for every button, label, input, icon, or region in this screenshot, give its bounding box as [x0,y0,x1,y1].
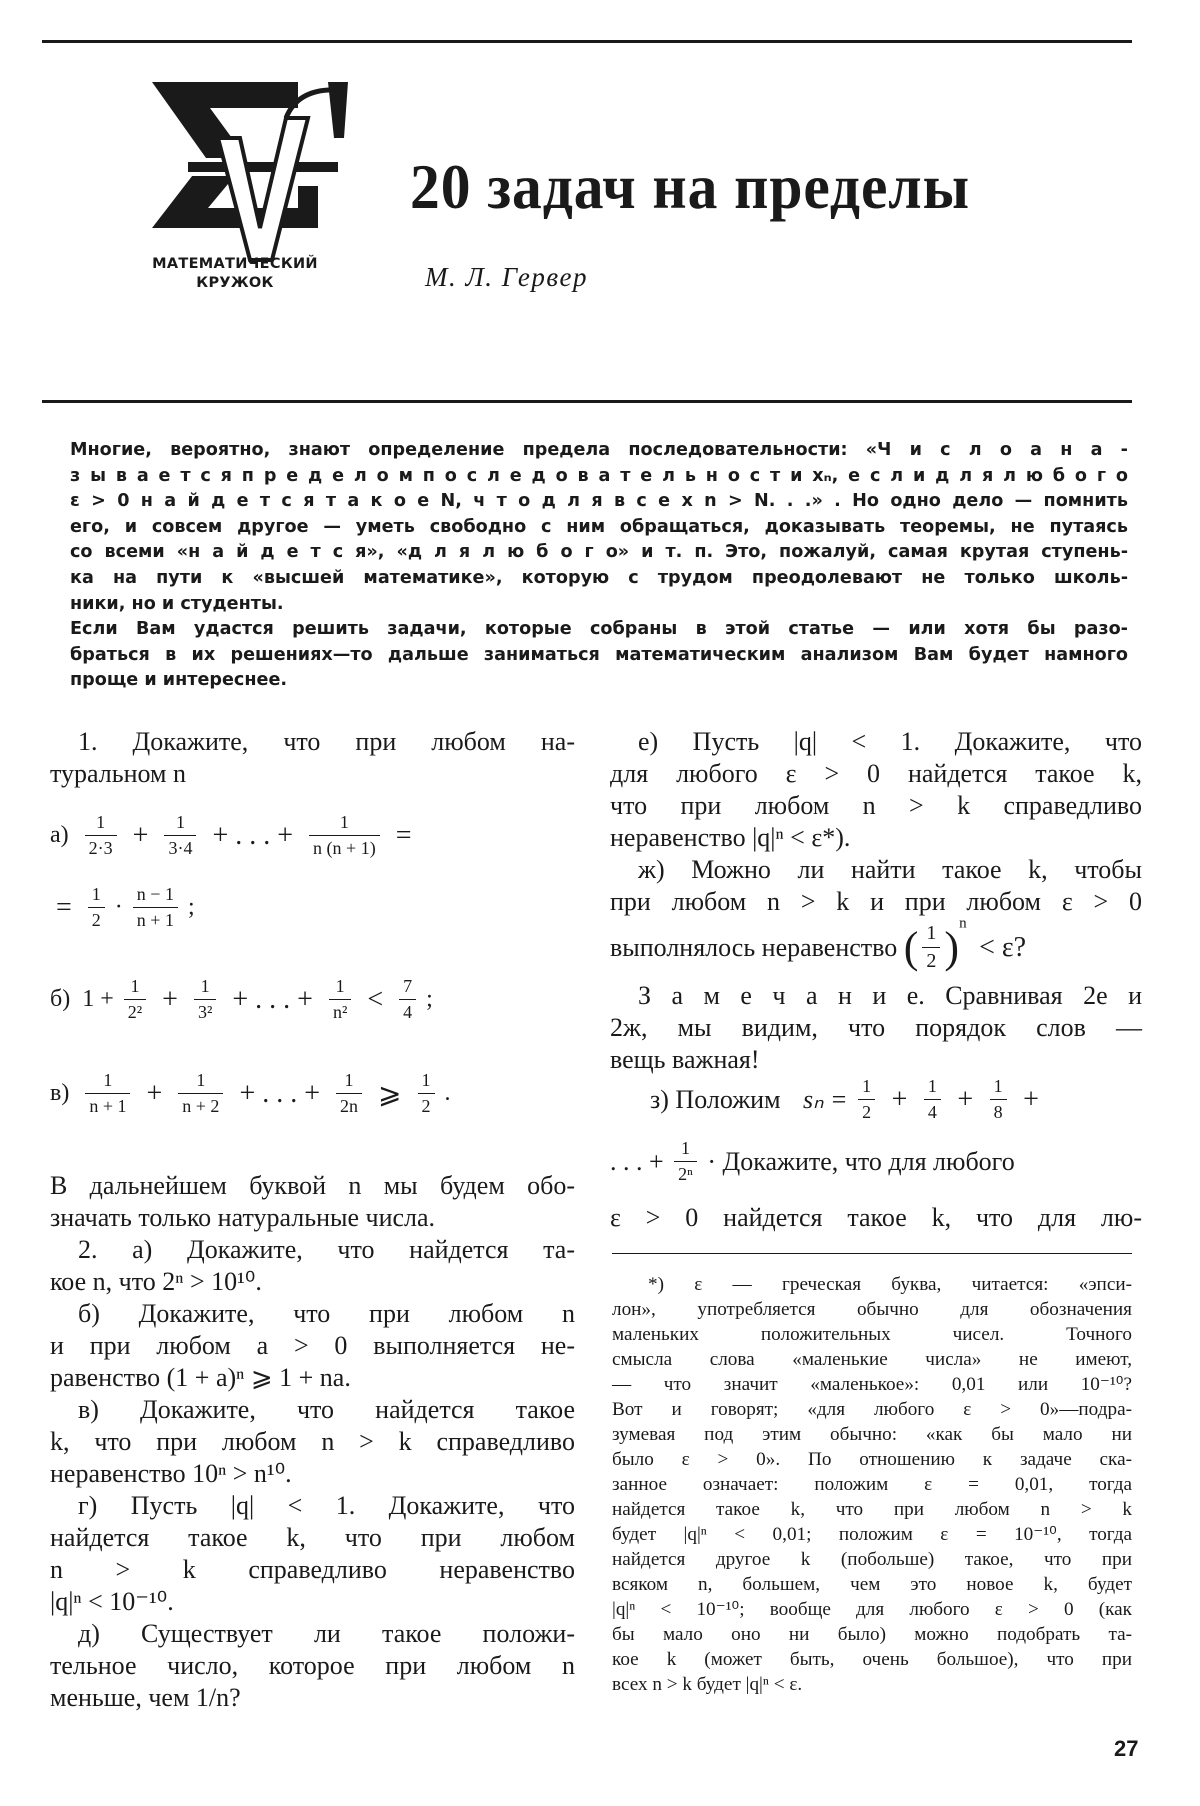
body-line: k, что при любом n > k справедливо [50,1427,575,1456]
problem-1-line: туральном n [50,759,186,788]
body-line: д) Существует ли такое положи- [78,1619,575,1648]
body-line: неравенство |q|ⁿ < ε*). [610,823,851,852]
body-line: тельное число, которое при любом n [50,1651,575,1680]
formula-z-cont: . . . + $\frac{1}{\text{2ⁿ}}$ · Докажите, что для любого [610,1138,1015,1184]
footnote-line: — что значит «маленькое»: 0,01 или 10⁻¹⁰? [612,1374,1132,1395]
body-line: для любого ε > 0 найдется такое k, [610,759,1142,788]
body-line: ж) Можно ли найти такое k, чтобы [638,855,1142,884]
body-line: в) Докажите, что найдется такое [78,1395,575,1424]
footnote-line: *) ε — греческая буква, читается: «эпси- [648,1274,1132,1295]
body-line: найдется такое k, что при любом [50,1523,575,1552]
footnote-line: всех n > k будет |q|ⁿ < ε. [612,1674,803,1695]
body-line: |q|ⁿ < 10⁻¹⁰. [50,1587,174,1616]
intro-line: проще и интереснее. [70,670,288,691]
footnote-line: бы мало оно ни было) можно подобрать та- [612,1624,1132,1645]
intro-line: Если Вам удастся решить задачи, которые собраны в этой статье — или хотя бы разо- [70,619,1128,640]
footnote-line: |q|ⁿ < 10⁻¹⁰; вообще для любого ε > 0 (как [612,1599,1132,1620]
footnote-line: зумевая под этим обычно: «как бы мало ни [612,1424,1132,1445]
body-line: г) Пусть |q| < 1. Докажите, что [78,1491,575,1520]
intro-line: браться в их решениях—то дальше заниматься математическим анализом Вам будет намного [70,644,1128,665]
intro-line: Многие, вероятно, знают определение предела последовательности: «Ч и с л о a н а - [70,440,1128,460]
body-line: 2. а) Докажите, что найдется та- [78,1235,575,1264]
footnote-rule [612,1253,1132,1254]
body-line: В дальнейшем буквой n мы будем обо- [50,1171,575,1200]
page-number: 27 [1114,1736,1139,1761]
footnote-line: смысла слова «маленькие числа» не имеют, [612,1349,1132,1370]
footnote-line: маленьких положительных чисел. Точного [612,1324,1132,1345]
article-title: 20 задач на пределы [410,151,971,222]
footnote-line: найдется такое k, что при любом n > k [612,1499,1132,1520]
remark-line: вещь важная! [610,1045,760,1074]
footnote-line: кое k (может быть, очень большое), что при [612,1649,1132,1670]
body-line: кое n, что 2ⁿ > 10¹⁰. [50,1267,262,1296]
footnote-line: Вот и говорят; «для любого ε > 0»—подра- [612,1399,1132,1420]
body-line: меньше, чем 1/n? [50,1683,241,1712]
top-rule [42,40,1132,43]
intro-line: ε > 0 н а й д е т с я т а к о е N, ч т о д л я в с е х n > N. . .» . Но одно дело — помнить [70,491,1128,512]
intro-line: его, и совсем другое — уметь свободно с ним обращаться, доказывать теоремы, не путаясь [70,516,1128,537]
formula-b: б) 1 + $\frac{1}{\text{2²}}$ + $\frac{1}{\text{3²}}$ + . . . + $\frac{1}{\text{n²}}$ < $\frac{7}{4}$ ; [50,976,433,1022]
footnote-line: будет |q|ⁿ < 0,01; положим ε = 10⁻¹⁰, тогда [612,1524,1132,1545]
body-line: n > k справедливо неравенство [50,1555,575,1584]
body-line: е) Пусть |q| < 1. Докажите, что [638,727,1142,756]
rubric-line-1: МАТЕМАТИЧЕСКИЙ [152,256,318,272]
formula-a: а) $\frac{1}{2\cdot 3}$ + $\frac{1}{3\cdot 4}$ + . . . + $\frac{1}{n (n + 1)}$ = [50,812,412,858]
body-line: ε > 0 найдется такое k, что для лю- [610,1203,1142,1232]
formula-v: в) $\frac{1}{n + 1}$ + $\frac{1}{n + 2}$ + . . . + $\frac{1}{2n}$ ⩾ $\frac{1}{2}$ . [50,1070,451,1116]
formula-a-result: = $\frac{1}{2}$ · $\frac{n - 1}{n + 1}$ ; [56,884,195,930]
formula-z: з) Положим sₙ = $\frac{1}{2}$ + $\frac{1}{4}$ + $\frac{1}{8}$ + [650,1076,1039,1122]
rubric-line-2: КРУЖОК [196,275,274,291]
footnote-line: лон», употребляется обычно для обозначения [612,1299,1132,1320]
footnote-line: всяком n, большем, чем это новое k, будет [612,1574,1132,1595]
problem-1-line: 1. Докажите, что при любом на- [78,727,575,756]
intro-line: со всеми «н а й д е т с я», «д л я л ю б о г о» и т. п. Это, пожалуй, самая крутая ступень- [70,542,1128,563]
body-line: б) Докажите, что при любом n [78,1299,575,1328]
remark-line: З а м е ч а н и е. Сравнивая 2е и [638,981,1142,1010]
body-line: и при любом a > 0 выполняется не- [50,1331,575,1360]
rubric-label [130,255,340,293]
intro-line: ники, но и студенты. [70,593,284,614]
remark-line: 2ж, мы видим, что порядок слов — [610,1013,1142,1042]
footnote-line: занное означает: положим ε = 0,01, тогда [612,1474,1132,1495]
intro-line: ка на пути к «высшей математике», которую с трудом преодолевают не только школь- [70,567,1128,588]
body-line: при любом n > k и при любом ε > 0 [610,887,1142,916]
sigma-v-logo [148,78,348,263]
footnote-line: найдется другое k (побольше) такое, что при [612,1549,1132,1570]
body-line: значать только натуральные числа. [50,1203,436,1232]
footnote-line: было ε > 0». По отношению к задаче ска- [612,1449,1132,1470]
body-line: неравенство 10ⁿ > n¹⁰. [50,1459,292,1488]
intro-paragraph [70,438,1128,694]
body-line: равенство (1 + a)ⁿ ⩾ 1 + na. [50,1363,351,1392]
header-bottom-rule [42,400,1132,403]
formula-a-label: а) [50,822,69,848]
body-line: что при любом n > k справедливо [610,791,1142,820]
formula-zh: выполнялось неравенство ( $\frac{1}{2}$ )$^n$ < ε? [610,915,1027,972]
intro-line: з ы в а е т с я п р е д е л о м п о с л е д о в а т е л ь н о с т и xₙ, е с л и д л я л ю б о г о [70,465,1128,486]
article-author: М. Л. Гервер [425,262,589,292]
